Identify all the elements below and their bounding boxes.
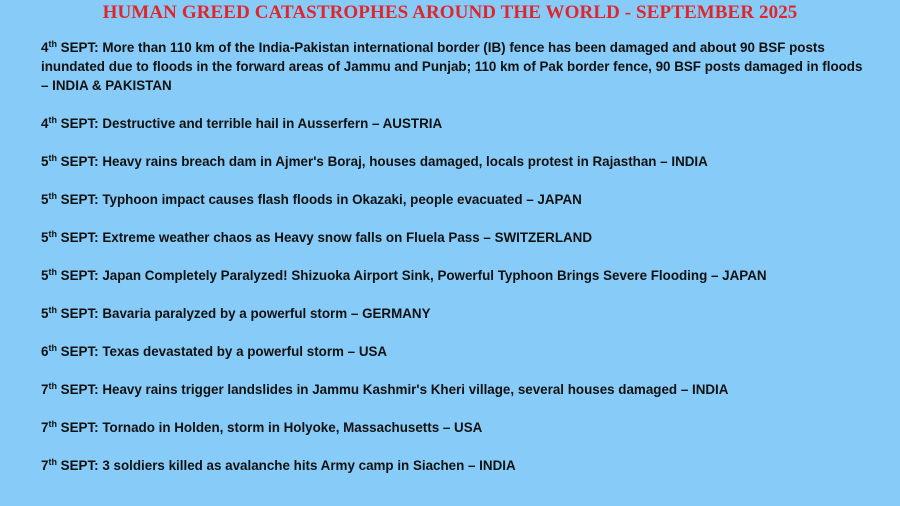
event-day: 7	[41, 420, 49, 435]
event-day: 5	[41, 154, 49, 169]
event-day-suffix: th	[48, 153, 57, 163]
page-title: HUMAN GREED CATASTROPHES AROUND THE WORLD - SEPTEMBER 2025	[102, 2, 798, 23]
event-item	[41, 190, 867, 209]
event-day: 5	[41, 230, 49, 245]
event-day-suffix: th	[48, 229, 57, 239]
event-item	[41, 418, 867, 437]
event-day-suffix: th	[48, 419, 57, 429]
event-item	[41, 152, 867, 171]
event-day: 4	[41, 116, 49, 131]
event-day-suffix: th	[48, 457, 57, 467]
event-day-suffix: th	[48, 381, 57, 391]
event-day: 7	[41, 382, 49, 397]
event-item	[41, 114, 867, 133]
event-item	[41, 38, 867, 95]
event-text: SEPT: Heavy rains trigger landslides in Jammu Kashmir's Kheri village, several houses damaged – INDIA	[56, 382, 729, 397]
event-item	[41, 342, 867, 361]
event-day-suffix: th	[48, 343, 57, 353]
event-text: SEPT: 3 soldiers killed as avalanche hits Army camp in Siachen – INDIA	[56, 458, 516, 473]
event-item	[41, 380, 867, 399]
event-day-suffix: th	[48, 115, 57, 125]
event-item	[41, 228, 867, 247]
event-day-suffix: th	[48, 191, 57, 201]
event-day: 5	[41, 306, 49, 321]
event-item	[41, 304, 867, 323]
event-day: 4	[41, 40, 49, 55]
event-text: SEPT: Typhoon impact causes flash floods in Okazaki, people evacuated – JAPAN	[56, 192, 582, 207]
event-item	[41, 456, 867, 475]
event-text: SEPT: Heavy rains breach dam in Ajmer's Boraj, houses damaged, locals protest in Rajasthan – INDIA	[56, 154, 708, 169]
event-day: 6	[41, 344, 49, 359]
event-list	[41, 38, 867, 494]
event-text: SEPT: Destructive and terrible hail in Ausserfern – AUSTRIA	[56, 116, 443, 131]
event-text: SEPT: More than 110 km of the India-Pakistan international border (IB) fence has been damaged and about 90 BSF posts inundated due to floods in the forward areas of Jammu and Punjab; 110 km of Pak border fence, 90 BSF posts damaged in floods – INDIA & PAKISTAN	[41, 40, 863, 93]
event-item	[41, 266, 867, 285]
event-text: SEPT: Japan Completely Paralyzed! Shizuoka Airport Sink, Powerful Typhoon Brings Severe Flooding – JAPAN	[56, 268, 767, 283]
event-day: 5	[41, 192, 49, 207]
event-day: 5	[41, 268, 49, 283]
event-text: SEPT: Texas devastated by a powerful storm – USA	[56, 344, 388, 359]
event-day-suffix: th	[48, 39, 57, 49]
event-day-suffix: th	[48, 305, 57, 315]
event-day-suffix: th	[48, 267, 57, 277]
event-text: SEPT: Tornado in Holden, storm in Holyoke, Massachusetts – USA	[56, 420, 483, 435]
event-text: SEPT: Bavaria paralyzed by a powerful storm – GERMANY	[56, 306, 431, 321]
event-day: 7	[41, 458, 49, 473]
event-text: SEPT: Extreme weather chaos as Heavy snow falls on Fluela Pass – SWITZERLAND	[56, 230, 593, 245]
